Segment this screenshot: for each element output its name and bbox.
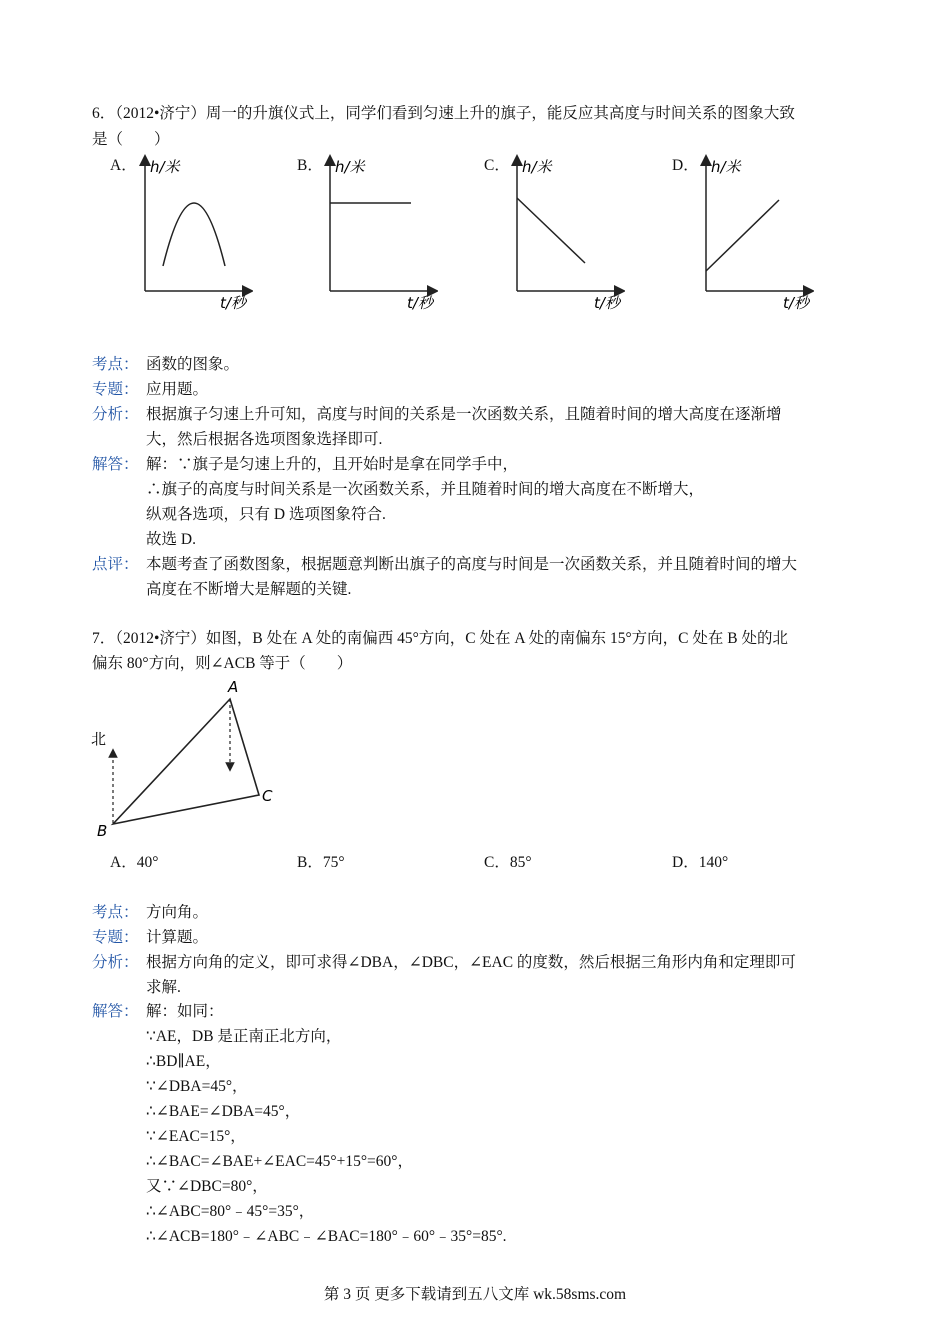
q7-kaodian-label: 考点： [92, 904, 139, 921]
q7-jieda-line: 又∵∠DBC=80°， [146, 1178, 268, 1195]
q7-jieda-line: ∴∠ACB=180°﹣∠ABC﹣∠BAC=180°﹣60°﹣35°=85°. [146, 1228, 507, 1245]
q7-option-c-label: C． [484, 854, 510, 871]
q7-option-b-label: B． [297, 854, 323, 871]
q6-graph-a-xlabel: t/秒 [220, 294, 246, 312]
q6-graph-c [500, 150, 625, 315]
q6-option-a-label: A． [110, 157, 137, 174]
q7-figure [85, 675, 285, 840]
q7-jieda-line: ∴∠ABC=80°﹣45°=35°， [146, 1203, 315, 1220]
q6-option-c-label: C． [484, 157, 510, 174]
q6-dianping-line: 本题考查了函数图象，根据题意判断出旗子的高度与时间是一次函数关系，并且随着时间的增大 [146, 556, 798, 573]
q6-kaodian-label: 考点： [92, 356, 139, 373]
q6-fenxi-label: 分析： [92, 406, 139, 423]
q6-jieda-line: 故选 D. [146, 531, 196, 548]
q7-fenxi-line: 求解. [146, 979, 181, 996]
q6-graph-a [128, 150, 253, 315]
q6-graph-b-xlabel: t/秒 [407, 294, 433, 312]
q7-figure-north: 北 [91, 730, 107, 748]
q6-jieda-line: 解：∵旗子是匀速上升的，且开始时是拿在同学手中， [146, 456, 519, 473]
q7-figure-b: B [97, 822, 108, 840]
q7-option-c [484, 850, 532, 872]
q7-jieda-line: ∵∠DBA=45°， [146, 1078, 248, 1095]
q7-jieda-line: ∴∠BAC=∠BAE+∠EAC=45°+15°=60°， [146, 1153, 413, 1170]
q6-graph-d [689, 150, 814, 315]
q6-option-b-label: B． [297, 157, 323, 174]
q6-dianping-label: 点评： [92, 556, 139, 573]
q7-zhuanti-label: 专题： [92, 929, 139, 946]
q7-figure-c: C [262, 787, 273, 805]
q7-stem-line1: 7．（2012•济宁）如图，B 处在 A 处的南偏西 45°方向，C 处在 A 处的南偏东 15°方向，C 处在 B 处的北 [92, 630, 788, 647]
q6-jieda-line: ∴旗子的高度与时间关系是一次函数关系，并且随着时间的增大高度在不断增大， [146, 481, 705, 498]
q6-graph-c-xlabel: t/秒 [594, 294, 620, 312]
q7-jieda-label: 解答： [92, 1003, 139, 1020]
q7-option-d-label: D． [672, 854, 699, 871]
q7-option-d-value: 140° [698, 854, 729, 871]
q6-graph-b [313, 150, 438, 315]
q7-option-b-value: 75° [322, 854, 345, 871]
q6-kaodian: 函数的图象。 [146, 356, 240, 373]
q6-jieda-line: 纵观各选项，只有 D 选项图象符合. [146, 506, 386, 523]
q7-fenxi-label: 分析： [92, 954, 139, 971]
q7-option-a-label: A． [110, 854, 137, 871]
q7-kaodian: 方向角。 [146, 904, 209, 921]
q6-graph-d-ylabel: h/米 [711, 158, 741, 176]
q6-zhuanti: 应用题。 [146, 381, 209, 398]
q7-jieda-line: ∵∠EAC=15°， [146, 1128, 246, 1145]
q7-jieda-line: ∵AE，DB 是正南正北方向， [146, 1028, 342, 1045]
q6-stem-line1: 6．（2012•济宁）周一的升旗仪式上，同学们看到匀速上升的旗子，能反应其高度与时间关系的图象大致 [92, 105, 795, 122]
q7-stem-line2: 偏东 80°方向，则∠ACB 等于（ ） [92, 655, 353, 672]
q7-option-d [672, 850, 728, 872]
q6-jieda-label: 解答： [92, 456, 139, 473]
q6-graph-b-ylabel: h/米 [335, 158, 365, 176]
q6-stem-line2: 是（ ） [92, 131, 170, 148]
q7-option-c-value: 85° [509, 854, 532, 871]
q7-jieda-line: ∴∠BAE=∠DBA=45°， [146, 1103, 301, 1120]
q7-option-a-value: 40° [136, 854, 159, 871]
q7-option-a [110, 850, 158, 872]
q7-jieda-line: 解：如同： [146, 1003, 224, 1020]
page-footer: 第 3 页 更多下载请到五八文库 wk.58sms.com [323, 1286, 627, 1303]
q6-fenxi-line: 大，然后根据各选项图象选择即可. [146, 431, 383, 448]
q6-zhuanti-label: 专题： [92, 381, 139, 398]
q7-figure-a: A [228, 678, 239, 696]
q6-option-d-label: D． [672, 157, 699, 174]
q6-dianping-line: 高度在不断增大是解题的关键. [146, 581, 352, 598]
q7-option-b [297, 850, 345, 872]
q6-graph-c-ylabel: h/米 [522, 158, 552, 176]
q6-graph-a-ylabel: h/米 [150, 158, 180, 176]
q6-fenxi-line: 根据旗子匀速上升可知，高度与时间的关系是一次函数关系，且随着时间的增大高度在逐渐增 [146, 406, 782, 423]
q7-zhuanti: 计算题。 [146, 929, 209, 946]
q7-fenxi-line: 根据方向角的定义，即可求得∠DBA，∠DBC，∠EAC 的度数，然后根据三角形内角和定理即可 [146, 954, 796, 971]
q7-jieda-line: ∴BD∥AE， [146, 1053, 221, 1070]
q6-graph-d-xlabel: t/秒 [783, 294, 809, 312]
